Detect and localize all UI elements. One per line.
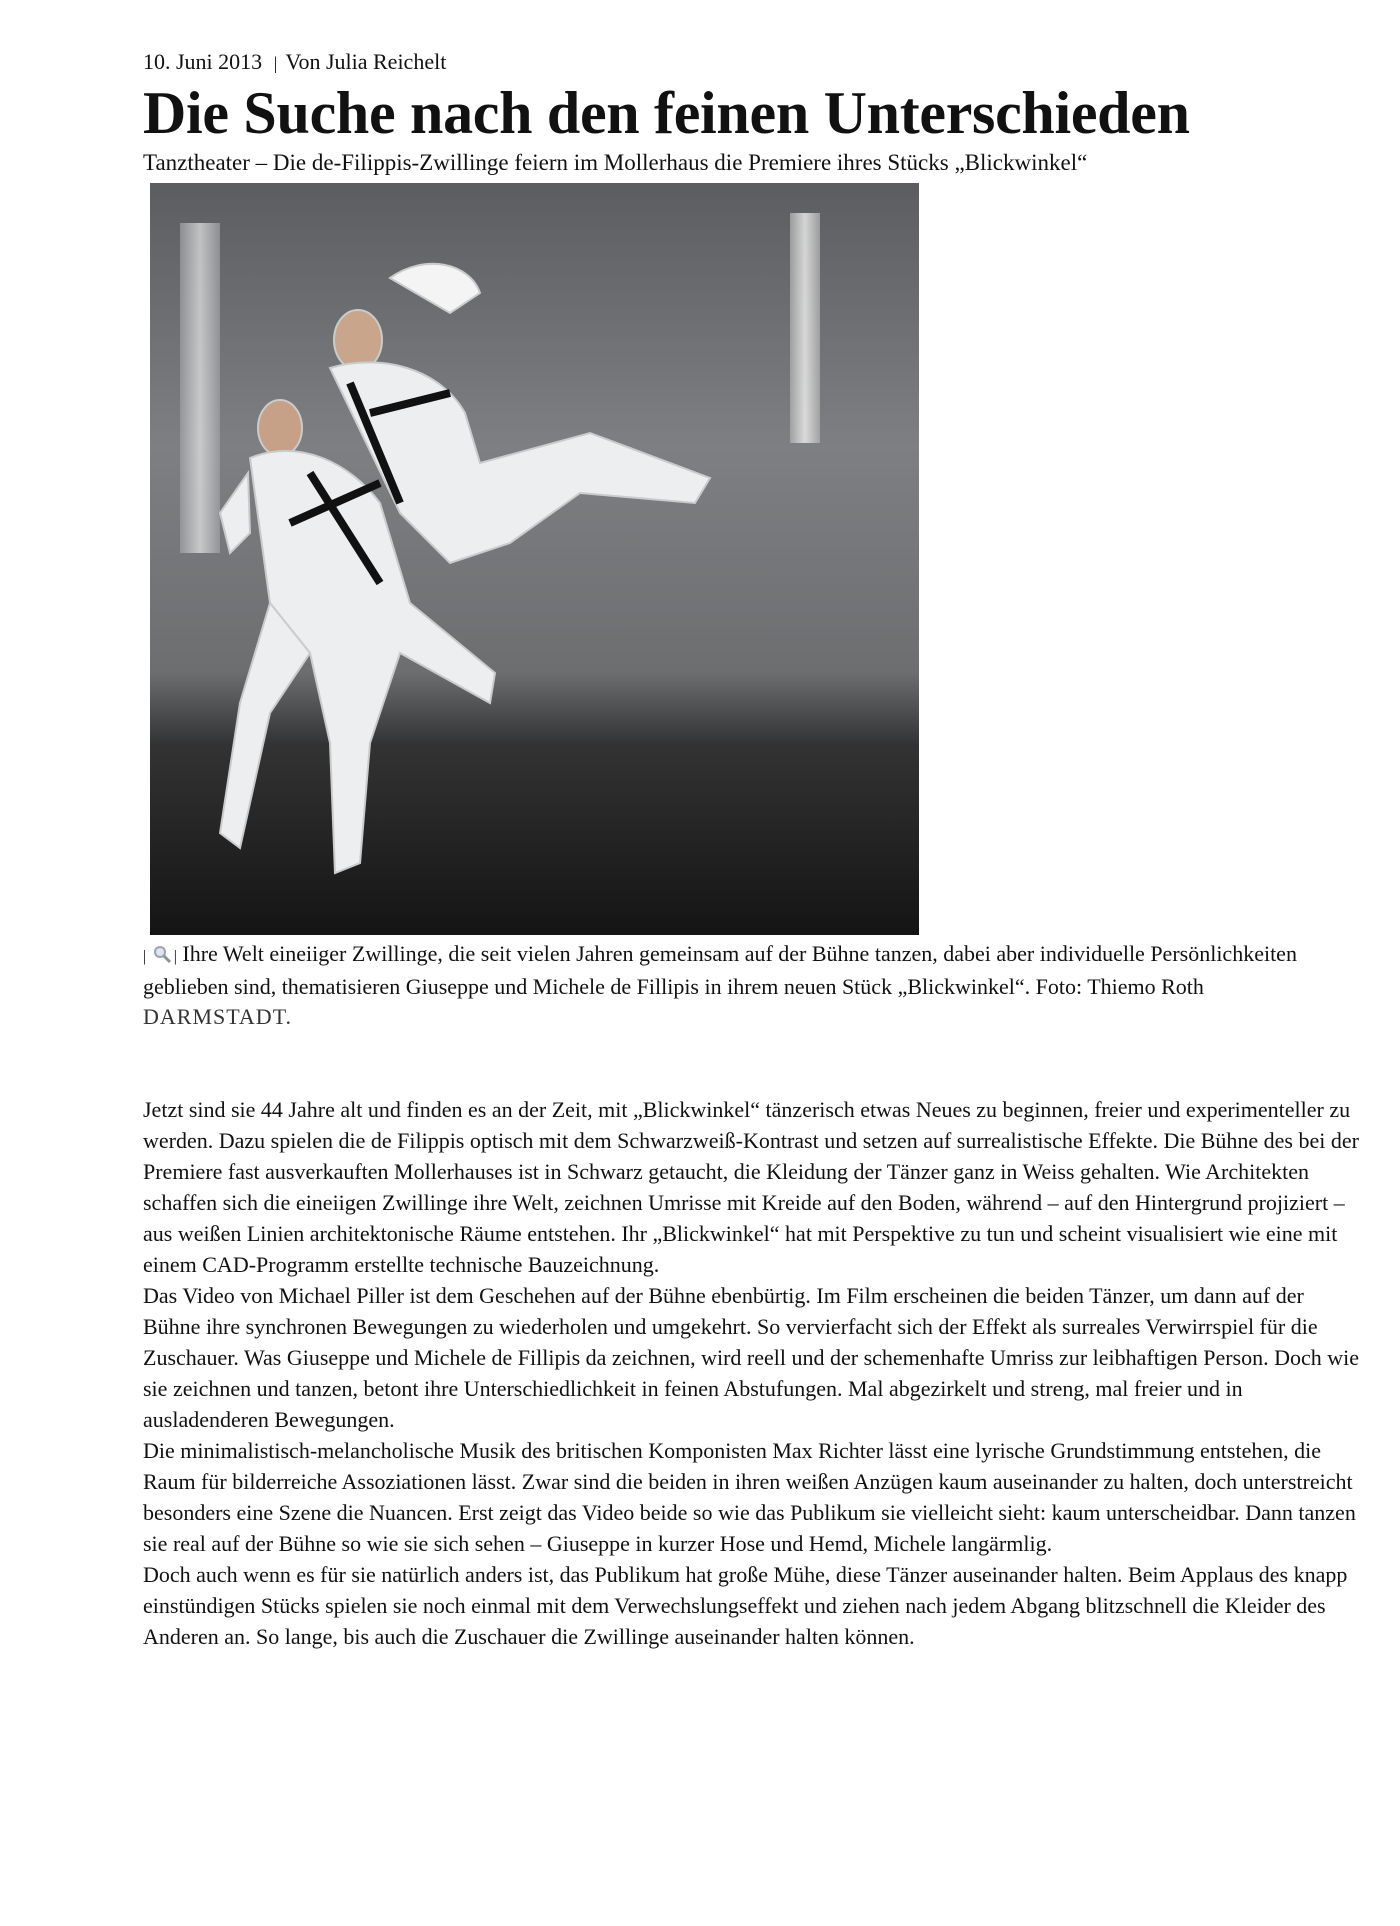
article	[143, 48, 1363, 1652]
article-author: Von Julia Reichelt	[285, 49, 447, 74]
magnifier-icon[interactable]	[152, 941, 174, 959]
article-title: Die Suche nach den feinen Unterschieden	[143, 80, 1190, 146]
paragraph: Doch auch wenn es für sie natürlich anders ist, das Publikum hat große Mühe, diese Tänzer auseinander halten. Beim Applaus des knapp einstündigen Stücks spielen sie noch einmal mit dem Verwechslungseffekt und ziehen nach jedem Abgang blitzschnell die Kleider des Anderen an. So lange, bis auch die Zuschauer die Zwillinge auseinander halten können.	[143, 1562, 1348, 1649]
photo-caption	[143, 939, 1313, 1002]
article-body	[143, 1094, 1363, 1652]
dancers-illustration	[150, 183, 919, 935]
caption-prefix: |	[143, 948, 147, 965]
paragraph: Das Video von Michael Piller ist dem Geschehen auf der Bühne ebenbürtig. Im Film erscheinen die beiden Tänzer, um dann auf der Bühne ihre synchronen Bewegungen zu wiederholen und umgekehrt. So vervierfacht sich der Effekt als surreales Verwirrspiel für die Zuschauer. Was Giuseppe und Michele de Fillipis da zeichnen, wird reell und der schemenhafte Umriss zur leibhaftigen Person. Doch wie sie zeichnen und tanzen, betont ihre Unterschiedlichkeit in feinen Abstufungen. Mal abgezirkelt und streng, mal freier und in ausladenderen Bewegungen.	[143, 1283, 1360, 1432]
article-photo[interactable]	[150, 183, 919, 935]
paragraph: Jetzt sind sie 44 Jahre alt und finden es an der Zeit, mit „Blickwinkel“ tänzerisch etwas Neues zu beginnen, freier und experimenteller zu werden. Dazu spielen die de Filippis optisch mit dem Schwarzweiß-Kontrast und setzen auf surrealistische Effekte. Die Bühne des bei der Premiere fast ausverkauften Mollerhauses ist in Schwarz getaucht, die Kleidung der Tänzer ganz in Weiss gehalten. Wie Architekten schaffen sich die eineiigen Zwillinge ihre Welt, zeichnen Umrisse mit Kreide auf den Boden, während – auf den Hintergrund projiziert – aus weißen Linien architektonische Räume entstehen. Ihr „Blickwinkel“ hat mit Perspektive zu tun und scheint visualisiert wie eine mit einem CAD-Programm erstellte technische Bauzeichnung.	[143, 1097, 1359, 1277]
article-date: 10. Juni 2013	[143, 49, 263, 74]
paragraph: Die minimalistisch-melancholische Musik des britischen Komponisten Max Richter lässt eine lyrische Grundstimmung entstehen, die Raum für bilderreiche Assoziationen lässt. Zwar sind die beiden in ihren weißen Anzügen kaum auseinander zu halten, doch unterstreicht besonders eine Szene die Nuancen. Erst zeigt das Video beide so wie das Publikum sie vielleicht sieht: kaum unterscheidbar. Dann tanzen sie real auf der Bühne so wie sie sich sehen – Giuseppe in kurzer Hose und Hemd, Michele langärmlig.	[143, 1438, 1356, 1556]
article-subtitle: Tanztheater – Die de-Filippis-Zwillinge feiern im Mollerhaus die Premiere ihres Stücks „Blickwinkel“	[143, 150, 1088, 175]
meta-separator: |	[273, 53, 278, 73]
caption-text: Ihre Welt eineiiger Zwillinge, die seit vielen Jahren gemeinsam auf der Bühne tanzen, dabei aber individuelle Persönlichkeiten geblieben sind, thematisieren Giuseppe und Michele de Fillipis in ihrem neuen Stück „Blickwinkel“. Foto: Thiemo Roth	[143, 941, 1297, 999]
dateline: DARMSTADT.	[143, 1004, 293, 1029]
caption-separator: |	[173, 948, 177, 965]
article-meta	[143, 48, 1363, 77]
